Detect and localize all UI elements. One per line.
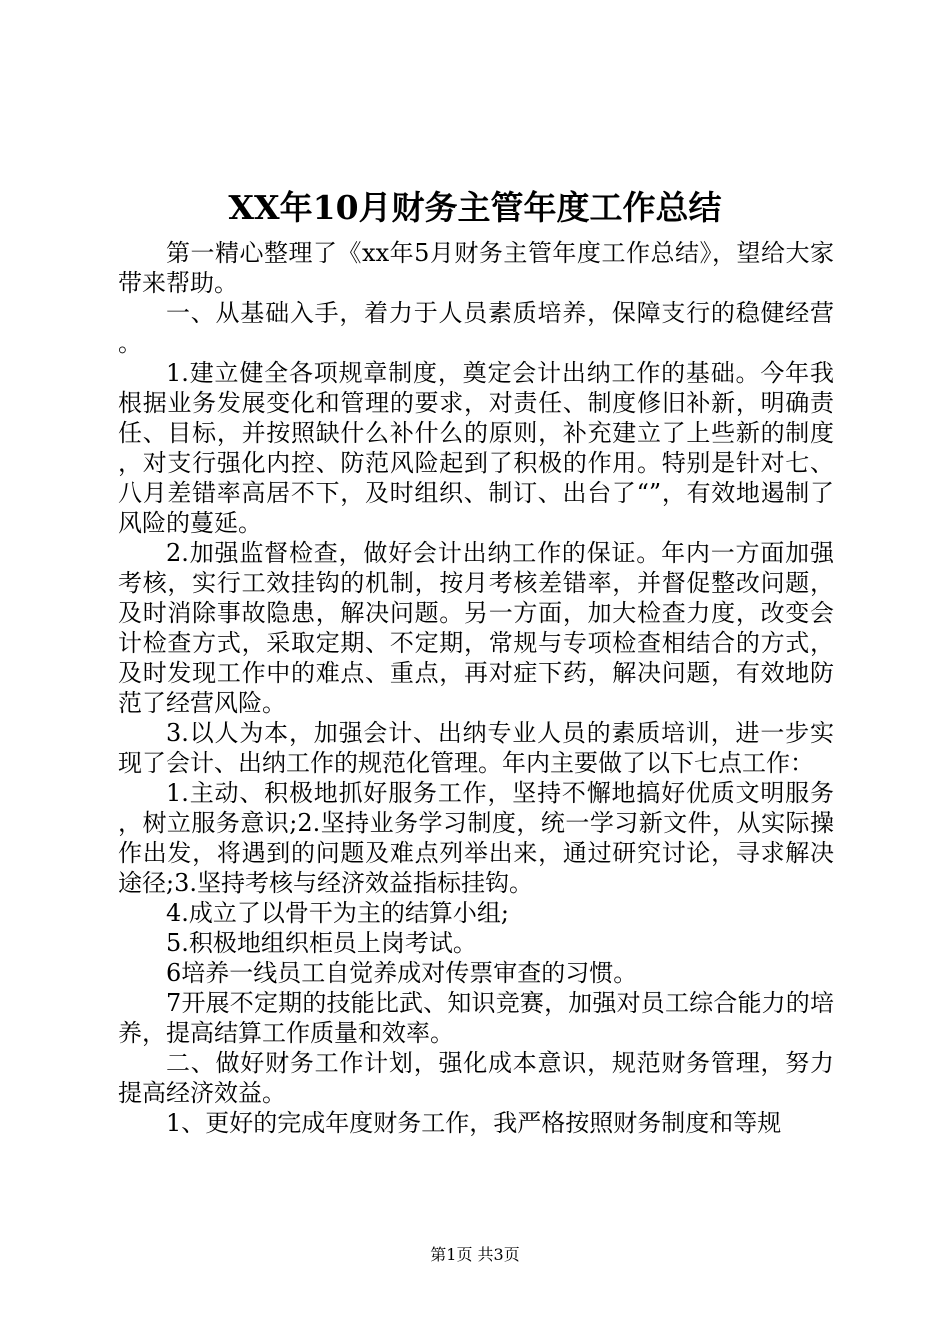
paragraph-section-2-heading: 二、做好财务工作计划，强化成本意识，规范财务管理，努力提高经济效益。 — [118, 1049, 834, 1107]
paragraph-item-3: 3.以人为本，加强会计、出纳专业人员的素质培训，进一步实现了会计、出纳工作的规范化管理。年内主要做了以下七点工作： — [118, 719, 834, 777]
paragraph-subitem-5: 5.积极地组织柜员上岗考试。 — [166, 929, 477, 957]
paragraph-subitem-7: 7开展不定期的技能比武、知识竞赛，加强对员工综合能力的培养，提高结算工作质量和效率。 — [118, 989, 834, 1047]
paragraph-section-2-item-1: 1、更好的完成年度财务工作，我严格按照财务制度和等规 — [166, 1109, 782, 1137]
paragraph-subitem-4: 4.成立了以骨干为主的结算小组; — [166, 899, 509, 927]
paragraph-item-2: 2.加强监督检查，做好会计出纳工作的保证。年内一方面加强考核，实行工效挂钩的机制，按月考核差错率，并督促整改问题，及时消除事故隐患，解决问题。另一方面，加大检查力度，改变会计检查方式，采取定期、不定期，常规与专项检查相结合的方式，及时发现工作中的难点、重点，再对症下药，解决问题，有效地防范了经营风险。 — [118, 539, 834, 717]
paragraph-section-1-heading: 一、从基础入手，着力于人员素质培养，保障支行的稳健经营。 — [118, 299, 834, 357]
document-title: XX年10月财务主管年度工作总结 — [228, 188, 722, 227]
paragraph-subitems-1-3: 1.主动、积极地抓好服务工作，坚持不懈地搞好优质文明服务，树立服务意识;2.坚持业务学习制度，统一学习新文件，从实际操作出发，将遇到的问题及难点列举出来，通过研究讨论，寻求解决途径;3.坚持考核与经济效益指标挂钩。 — [118, 779, 834, 897]
page-number-footer: 第1页 共3页 — [430, 1245, 520, 1264]
paragraph-intro: 第一精心整理了《xx年5月财务主管年度工作总结》，望给大家带来帮助。 — [118, 239, 834, 297]
paragraph-item-1: 1.建立健全各项规章制度，奠定会计出纳工作的基础。今年我根据业务发展变化和管理的要求，对责任、制度修旧补新，明确责任、目标，并按照缺什么补什么的原则，补充建立了上些新的制度，对支行强化内控、防范风险起到了积极的作用。特别是针对七、八月差错率高居不下，及时组织、制订、出台了“”，有效地遏制了风险的蔓延。 — [118, 359, 834, 537]
document-body — [118, 238, 834, 1138]
paragraph-subitem-6: 6培养一线员工自觉养成对传票审查的习惯。 — [166, 959, 638, 987]
